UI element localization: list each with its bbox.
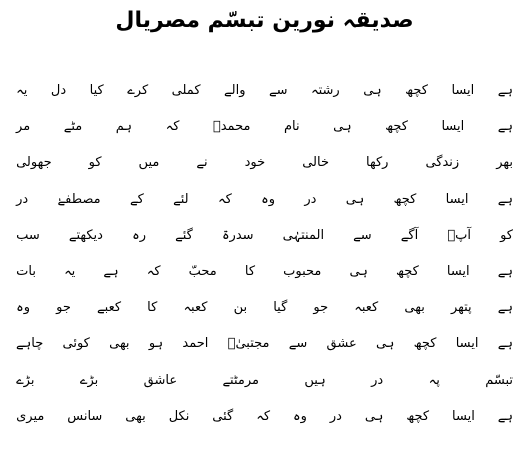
verse-word: نے [196,155,208,171]
verse-word: کو [88,155,102,171]
verse-word: ہی [364,408,384,424]
verse-word: ایسا [445,191,469,207]
verse-word: کچھ [385,119,408,135]
verse-word: در [304,191,317,207]
verse-word: بڑے [16,372,35,388]
poem-title: صدیقہ نورین تبسّم مصریال [115,8,414,33]
verse-word: تبسّم [485,372,513,388]
verse-word: نام [283,119,300,135]
verse-word: مجتبیٰؐ [227,336,270,352]
verse-word: گئی [212,408,234,424]
verse-word: وہ [261,191,275,207]
verse-word: ہیں [304,372,326,388]
verse-word: کچھ [406,408,430,424]
verse-word: آگے [400,227,419,243]
verse-word: کے [129,191,144,207]
verse-word: کعبہ [183,300,208,316]
verse-word: کملی [171,83,201,98]
verse-word: بڑے [79,372,99,388]
verse-word: ہی [363,83,382,98]
verse-word: ہے [497,119,513,135]
verse-word: بھی [109,336,130,352]
verse-word: ہی [375,336,395,352]
verse-word: در [16,191,29,207]
verse-word: میں [138,155,160,171]
verse-line [16,221,513,251]
verse-word: ہے [497,191,513,207]
verse-word: کرے [127,83,149,98]
verse-word: کو [500,227,513,243]
verse-word: بات [16,263,36,279]
verse-word: جو [56,300,71,316]
verse-word: ہے [497,263,513,279]
verse-word: کچھ [393,191,417,207]
verse-word: نکل [168,408,190,424]
verse-word: بھی [125,408,146,424]
verse-word: احمد [182,336,209,352]
verse-word: آپؐ [447,227,471,243]
verse-word: ہم [115,119,133,135]
verse-word: سے [353,227,372,243]
verse-word: سدرۃ [221,227,254,243]
verse-word: جھولی [16,155,52,171]
verse-word: کوئی [62,336,90,352]
verse-word: کہ [165,119,180,135]
verse-word: ہی [345,191,365,207]
verse-word: دل [50,83,67,98]
verse-word: عاشق [143,372,178,388]
verse-line [16,148,513,178]
verse-word: بھی [404,300,425,316]
verse-word: پہ [428,372,440,388]
verse-word: ہے [497,83,513,98]
verse-word: کہ [146,263,161,279]
verse-word: ہے [497,336,513,352]
verse-word: عشق [326,336,357,352]
verse-word: مصطفےٰ [57,191,101,207]
verse-word: رہ [132,227,146,243]
verse-word: کا [244,263,256,279]
verse-word: دیکھتے [68,227,103,243]
verse-line [16,76,513,106]
verse-word: سے [268,83,288,98]
verse-word: رکھا [366,155,389,171]
verse-line [16,257,513,287]
verse-word: ہی [349,263,368,279]
verse-word: یہ [16,83,28,98]
verse-word: رشتہ [311,83,340,98]
verse-word: محمدؐ [212,119,251,135]
verse-word: ہی [333,119,352,135]
verse-word: گیا [273,300,288,316]
verse-word: چاہے [16,336,44,352]
verse-word: ایسا [452,408,475,424]
verse-word: مرمٹتے [222,372,259,388]
verse-word: کا [147,300,158,316]
verse-word: محبوب [283,263,322,279]
verse-word: سب [16,227,40,243]
verse-word: مٹے [63,119,83,135]
verse-word: ایسا [441,119,465,135]
verse-word: یہ [64,263,76,279]
verse-word: ہے [103,263,119,279]
verse-word: کچھ [405,83,428,98]
verse-word: محبّ [188,263,217,279]
verse-word: در [329,408,342,424]
verse-word: کہ [217,191,232,207]
verse-word: ہے [497,408,513,424]
verse-word: مر [16,119,31,135]
verse-line [16,293,513,323]
verse-word: ایسا [455,336,479,352]
verse-word: کچھ [395,263,419,279]
verse-word: سانس [67,408,103,424]
verse-word: والے [224,83,246,98]
verse-word: وہ [16,300,31,316]
verse-word: المنتہٰی [282,227,325,243]
verse-word: گئے [175,227,193,243]
verse-word: زندگی [425,155,460,171]
verse-word: ہے [497,300,513,316]
verse-word: کچھ [413,336,437,352]
verse-word: خود [244,155,266,171]
verse-word: در [371,372,384,388]
verse-word: ایسا [451,83,475,98]
verse-word: جو [313,300,329,316]
verse-line [16,402,513,432]
verse-word: لئے [173,191,189,207]
poem-verses [16,76,513,438]
verse-line [16,112,513,142]
verse-word: بن [233,300,248,316]
verse-word: وہ [292,408,307,424]
verse-word: سے [288,336,308,352]
verse-line [16,329,513,359]
verse-word: ایسا [446,263,470,279]
verse-word: کہ [256,408,271,424]
verse-word: کعبے [97,300,122,316]
verse-word: بھر [496,155,513,171]
verse-line [16,366,513,396]
verse-word: ہو [148,336,164,352]
verse-word: پتھر [450,300,472,316]
verse-word: میری [16,408,45,424]
verse-word: خالی [302,155,329,171]
verse-line [16,185,513,215]
verse-word: کعبہ [354,300,379,316]
verse-word: کیا [89,83,104,98]
